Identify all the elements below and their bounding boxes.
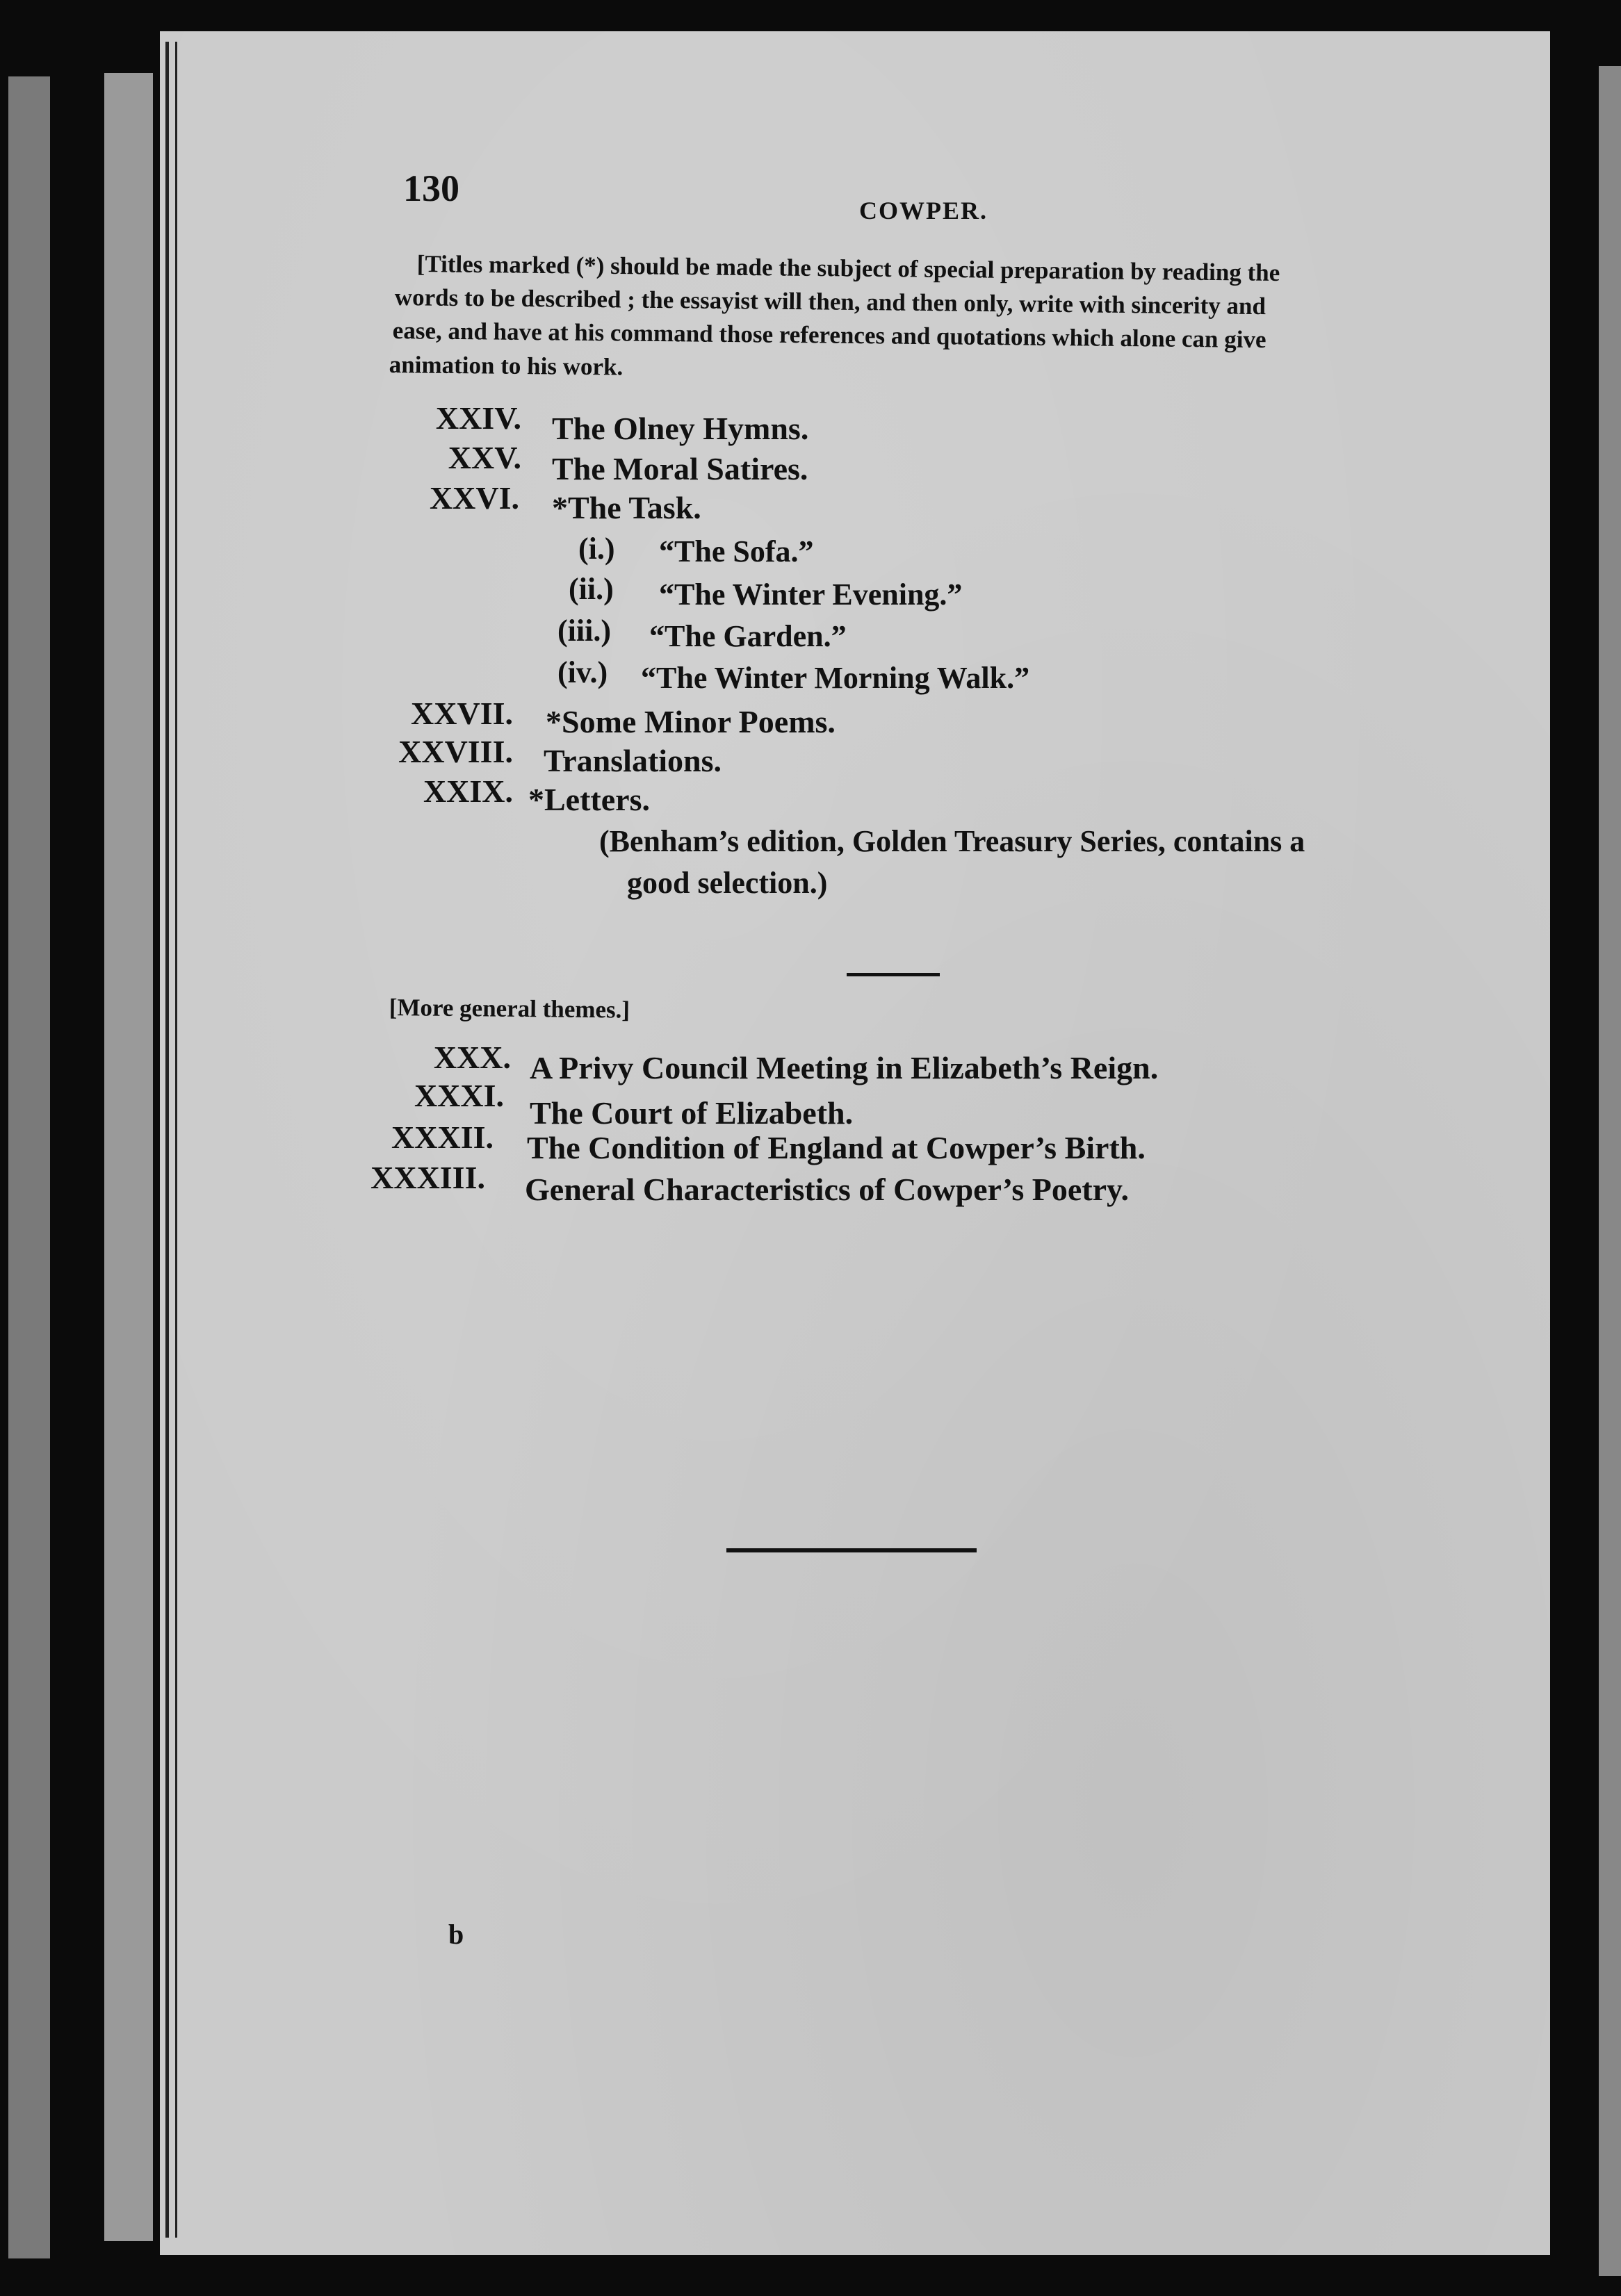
topic-number: XXVIII.	[398, 734, 513, 769]
end-rule	[726, 1548, 977, 1552]
adjacent-page-left	[8, 76, 50, 2258]
topic-title: *The Task.	[552, 490, 701, 525]
stray-mark: b	[448, 1919, 464, 1950]
note-line: ease, and have at his command those references and quotations which alone can give	[392, 317, 1266, 354]
topic-title: *Some Minor Poems.	[546, 704, 836, 739]
note-line: words to be described ; the essayist will then, and then only, write with sincerity and	[394, 284, 1266, 320]
topic-title: The Moral Satires.	[552, 451, 808, 486]
letters-note-line: good selection.)	[627, 866, 828, 900]
topic-number: XXXI.	[414, 1078, 504, 1113]
topic-number: XXIX.	[423, 773, 513, 809]
topic-title: A Privy Council Meeting in Elizabeth’s Reign.	[530, 1050, 1159, 1085]
task-part-number: (ii.)	[569, 572, 614, 606]
task-part-title: “The Winter Evening.”	[659, 577, 963, 612]
topic-number: XXXIII.	[370, 1160, 485, 1195]
general-themes-heading: [More general themes.]	[389, 994, 630, 1024]
topic-title: *Letters.	[528, 782, 650, 817]
adjacent-page-edge	[104, 73, 153, 2241]
topic-title: The Olney Hymns.	[552, 411, 809, 446]
topic-number: XXV.	[448, 440, 521, 475]
topic-number: XXX.	[433, 1040, 511, 1075]
task-part-title: “The Sofa.”	[659, 534, 814, 568]
task-part-number: (i.)	[578, 532, 615, 566]
page-number: 130	[403, 167, 459, 209]
topic-title: General Characteristics of Cowper’s Poetry.	[525, 1172, 1130, 1207]
task-part-title: “The Winter Morning Walk.”	[641, 661, 1030, 695]
topic-number: XXXII.	[391, 1120, 494, 1155]
topic-number: XXVI.	[429, 480, 519, 516]
letters-note-line: (Benham’s edition, Golden Treasury Series, contains a	[599, 824, 1305, 858]
task-part-number: (iv.)	[557, 655, 608, 689]
page-spine-line	[165, 42, 169, 2238]
section-divider	[847, 973, 940, 976]
note-line: [Titles marked (*) should be made the subject of special preparation by reading the	[416, 250, 1280, 286]
topic-number: XXVII.	[411, 696, 513, 731]
topic-title: Translations.	[544, 743, 722, 778]
task-part-number: (iii.)	[557, 614, 611, 648]
task-part-title: “The Garden.”	[649, 619, 847, 653]
topic-title: The Court of Elizabeth.	[530, 1095, 854, 1131]
page-spine-line-2	[175, 42, 177, 2238]
note-line: animation to his work.	[389, 351, 624, 381]
adjacent-page-right	[1599, 66, 1621, 2276]
running-header: COWPER.	[859, 197, 988, 224]
topic-title: The Condition of England at Cowper’s Birth.	[527, 1130, 1146, 1165]
topic-number: XXIV.	[435, 400, 521, 436]
